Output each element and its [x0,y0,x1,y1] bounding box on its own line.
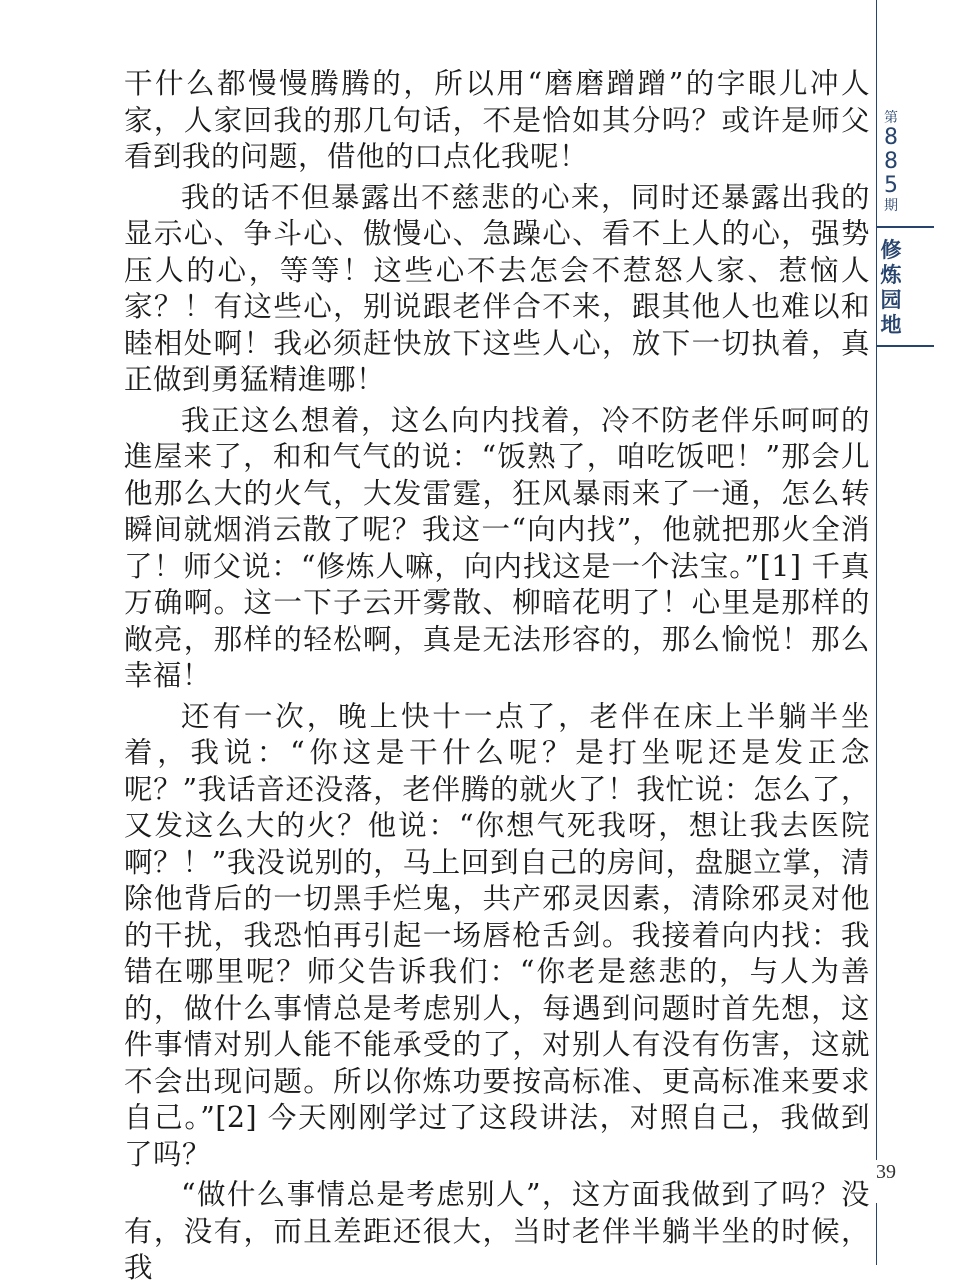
issue-prefix: 第 [884,110,898,126]
paragraph: 我的话不但暴露出不慈悲的心来，同时还暴露出我的显示心、争斗心、傲慢心、急躁心、看不上人的心，强势压人的心，等等！这些心不去怎会不惹怒人家、惹恼人家？！有这些心，别说跟老伴合不来，跟其他人也难以和睦相处啊！我必须赶快放下这些人心，放下一切执着，真正做到勇猛精進哪！ [124,180,870,396]
section-char: 炼 [880,263,902,287]
section-char: 园 [880,288,902,312]
paragraph: 干什么都慢慢腾腾的，所以用“磨磨蹭蹭”的字眼儿冲人家，人家回我的那几句话，不是恰如其分吗？或许是师父看到我的问题，借他的口点化我呢！ [124,67,870,173]
issue-suffix: 期 [884,198,898,214]
page-number: 39 [876,1161,896,1183]
margin-rule-lower [876,1203,877,1265]
section-char: 修 [880,238,902,262]
section-rule [876,345,934,347]
paragraph: 还有一次，晚上快十一点了，老伴在床上半躺半坐着，我说：“你这是干什么呢？是打坐呢还是发正念呢？”我话音还没落，老伴腾的就火了！我忙说：怎么了，又发这么大的火？他说：“你想气死我呀，想让我去医院啊？！”我没说别的，马上回到自己的房间，盘腿立掌，清除他背后的一切黑手烂鬼，共产邪灵因素，清除邪灵对他的干扰，我恐怕再引起一场唇枪舌剑。我接着向内找：我错在哪里呢？师父告诉我们：“你老是慈悲的，与人为善的，做什么事情总是考虑别人，每遇到问题时首先想，这件事情对别人能不能承受的了，对别人有没有伤害，这就不会出现问题。所以你炼功要按高标准、更高标准来要求自己。”[2] 今天刚刚学过了这段讲法，对照自己，我做到了吗？ [124,699,870,1171]
article-body [124,66,870,1288]
paragraph: “做什么事情总是考虑别人”，这方面我做到了吗？没有，没有，而且差距还很大，当时老伴半躺半坐的时候，我 [124,1178,870,1284]
issue-number [876,110,906,214]
issue-digit: 8 [884,125,898,150]
issue-digit: 8 [884,149,898,174]
section-title [876,238,906,338]
issue-digit: 5 [884,173,898,198]
paragraph: 我正这么想着，这么向内找着，冷不防老伴乐呵呵的進屋来了，和和气气的说：“饭熟了，咱吃饭吧！”那会儿他那么大的火气，大发雷霆，狂风暴雨来了一通，怎么转瞬间就烟消云散了呢？我这一“向内找”，他就把那火全消了！师父说：“修炼人嘛，向内找这是一个法宝。”[1] 千真万确啊。这一下子云开雾散、柳暗花明了！心里是那样的敞亮，那样的轻松啊，真是无法形容的，那么愉悦！那么幸福！ [124,403,870,692]
section-char: 地 [880,313,902,337]
